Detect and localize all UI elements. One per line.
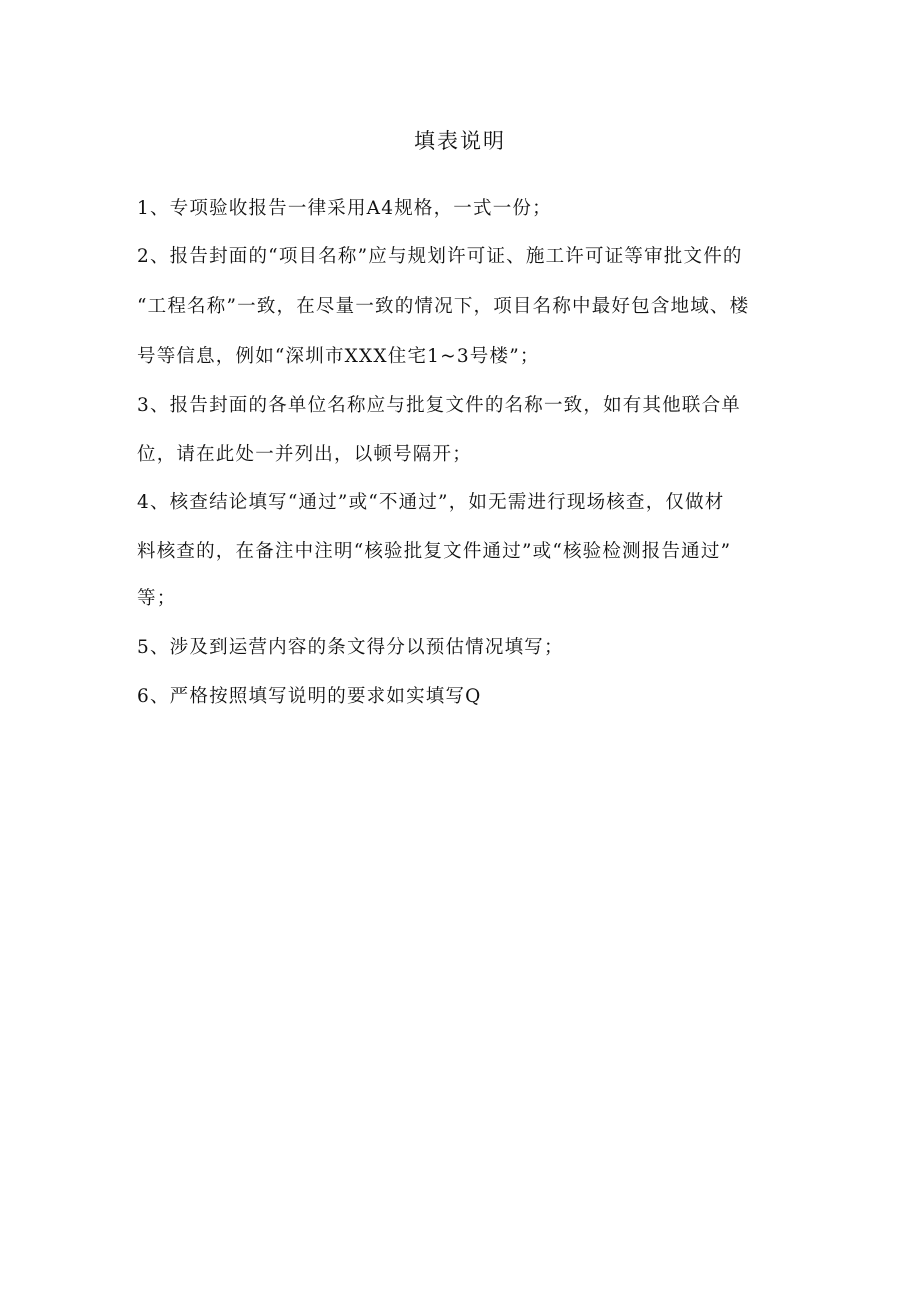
instruction-5-line-1: 5、涉及到运营内容的条文得分以预估情况填写； bbox=[137, 637, 564, 658]
instruction-3-line-1: 3、报告封面的各单位名称应与批复文件的名称一致，如有其他联合单 bbox=[137, 395, 741, 416]
instruction-6-line-1: 6、严格按照填写说明的要求如实填写Q bbox=[137, 686, 482, 707]
instruction-3-line-2: 位，请在此处一并列出，以顿号隔开； bbox=[137, 444, 472, 465]
instruction-4-line-2: 料核查的，在备注中注明“核验批复文件通过”或“核验检测报告通过” bbox=[137, 541, 732, 562]
page-title: 填表说明 bbox=[414, 129, 506, 153]
instruction-2-line-2: “工程名称”一致，在尽量一致的情况下，项目名称中最好包含地域、楼 bbox=[137, 296, 750, 317]
instruction-4-line-1: 4、核查结论填写“通过”或“不通过”，如无需进行现场核查，仅做材 bbox=[137, 492, 725, 513]
instruction-2-line-1: 2、报告封面的“项目名称”应与规划许可证、施工许可证等审批文件的 bbox=[137, 246, 743, 267]
instruction-2-line-3: 号等信息，例如“深圳市XXX住宅1~3号楼”； bbox=[137, 346, 540, 367]
instruction-4-line-3: 等； bbox=[137, 588, 177, 609]
instruction-1-line-1: 1、专项验收报告一律采用A4规格，一式一份； bbox=[137, 198, 552, 219]
